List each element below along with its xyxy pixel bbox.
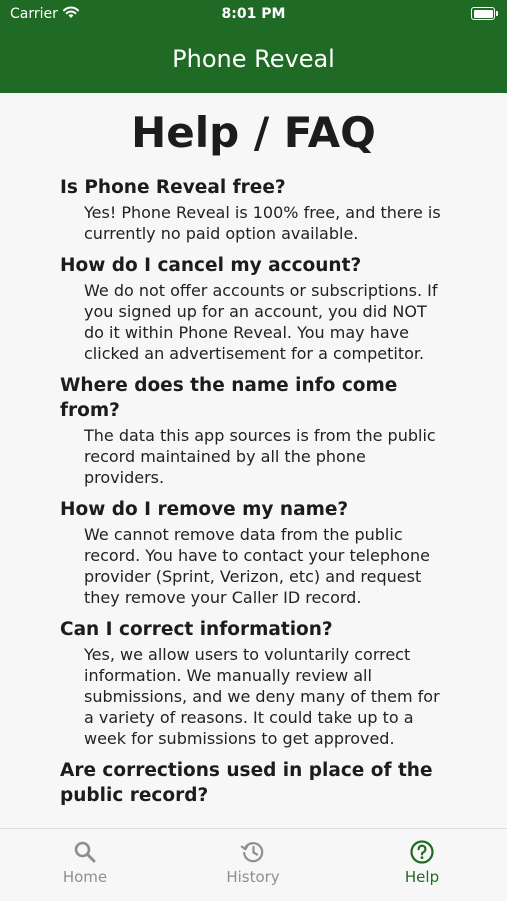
status-bar [0,0,507,28]
faq-item [0,175,507,244]
faq-item [0,373,507,488]
history-icon [240,839,266,865]
faq-question: Are corrections used in place of the public record? [60,760,433,806]
faq-question: Can I correct information? [60,619,333,640]
app-header [0,0,507,93]
help-content[interactable] [0,93,507,828]
app-title: Phone Reveal [172,45,335,73]
faq-answer: Yes, we allow users to voluntarily correct information. We manually review all submissions, and we deny many of them for a variety of reasons. It could take up to a week for submissions to get approved. [84,645,440,748]
tab-help[interactable] [372,839,472,895]
faq-item [0,758,507,808]
help-icon [409,839,435,865]
tab-bar [0,828,507,901]
battery-icon [471,7,495,20]
faq-question: How do I remove my name? [60,499,349,520]
faq-answer: We cannot remove data from the public record. You have to contact your telephone provider (Sprint, Verizon, etc) and request they remove your Caller ID record. [84,525,430,607]
faq-question: Is Phone Reveal free? [60,177,286,198]
status-time: 8:01 PM [221,6,286,22]
faq-list [0,175,507,808]
faq-item [0,497,507,608]
faq-answer: Yes! Phone Reveal is 100% free, and there is currently no paid option available. [84,203,441,243]
tab-help-label: Help [404,868,440,886]
tab-home-label: Home [62,868,108,886]
carrier-label: Carrier [10,6,58,22]
faq-item [0,253,507,364]
tab-history-label: History [226,868,280,886]
faq-question: Where does the name info come from? [60,375,398,421]
faq-answer: The data this app sources is from the public record maintained by all the phone providers. [84,426,436,487]
tab-history[interactable] [203,839,303,895]
tab-home[interactable] [35,839,135,895]
faq-answer: We do not offer accounts or subscriptions. If you signed up for an account, you did NOT do it within Phone Reveal. You may have clicked an advertisement for a competitor. [84,281,438,363]
search-icon [72,839,98,865]
faq-item [0,617,507,749]
page-title: Help / FAQ [131,108,376,157]
faq-question: How do I cancel my account? [60,255,362,276]
